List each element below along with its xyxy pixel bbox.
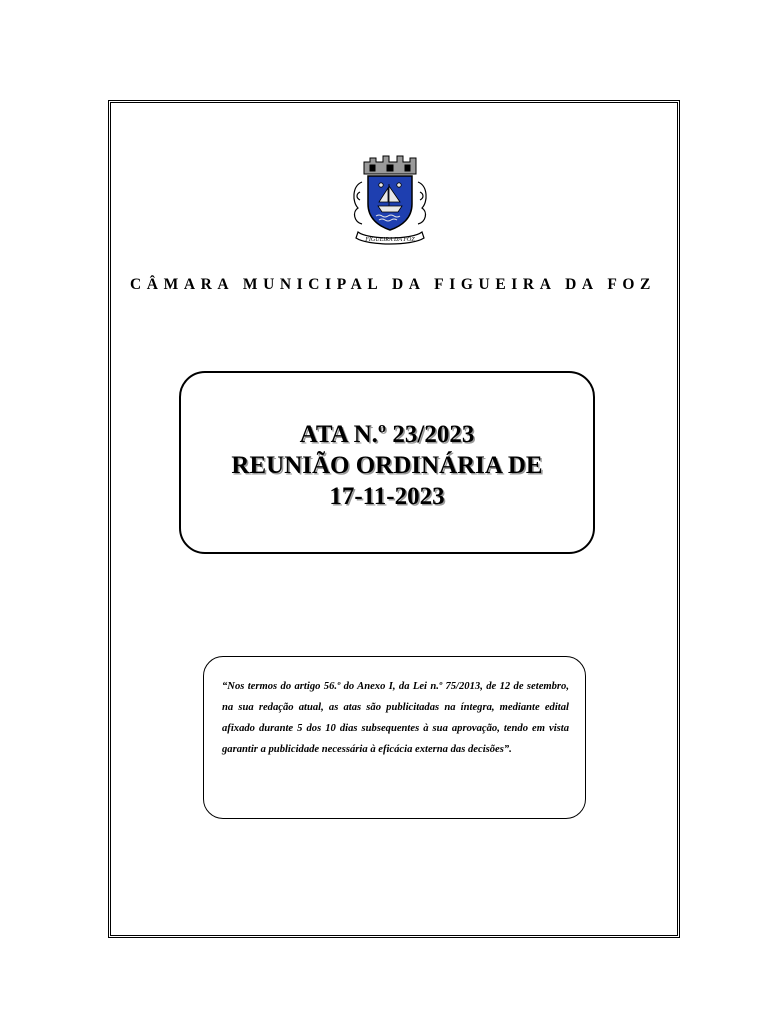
minutes-title — [181, 419, 593, 512]
shield — [368, 176, 412, 230]
title-line-2: REUNIÃO ORDINÁRIA DE — [231, 452, 543, 479]
institution-name: CÂMARA MUNICIPAL DA FIGUEIRA DA FOZ — [130, 276, 656, 293]
coat-of-arms-icon — [348, 152, 432, 248]
legal-notice-box — [203, 656, 586, 819]
title-line-3: 17-11-2023 — [329, 483, 445, 510]
motto-scroll-text: FIGUEIRA DA FOZ — [365, 237, 415, 243]
title-box — [179, 371, 595, 554]
title-line-1: ATA N.º 23/2023 — [299, 421, 475, 448]
mural-crown — [364, 156, 416, 174]
legal-notice-text: “Nos termos do artigo 56.º do Anexo I, da Lei n.º 75/2013, de 12 de setembro, na sua redação atual, as atas são publicitadas na íntegra, mediante edital afixado durante 5 dos 10 dias subsequentes à sua aprovação, tendo em vista garantir a publicidade necessária à eficácia externa das decisões”. — [222, 681, 569, 755]
